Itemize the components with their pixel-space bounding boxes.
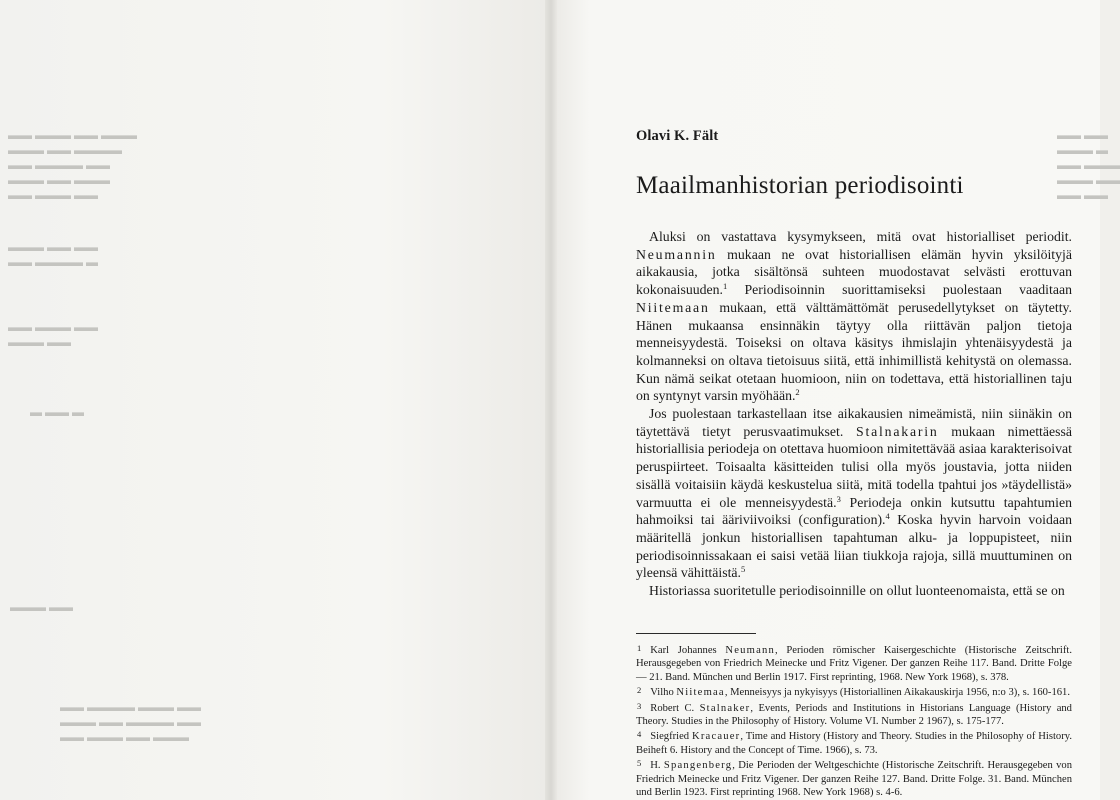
footnote-number: 5 — [637, 758, 642, 769]
spaced-name: Neumannin — [636, 246, 717, 262]
body-paragraph — [636, 405, 1072, 582]
text-run: , Menneisyys ja nykyisyys (Historiallinen Aikakauskirja 1956, n:o 3), s. 160-161. — [724, 687, 1070, 699]
spaced-name: Stalnaker — [699, 702, 751, 714]
body-paragraph — [636, 228, 1072, 405]
spaced-name: Kracauer — [691, 731, 741, 743]
show-through-block: ▬▬ ▬▬▬ ▬▬ ▬▬▬ ▬▬▬ ▬▬ ▬▬▬▬ ▬▬ ▬▬▬▬ ▬▬ ▬▬▬ ▬▬ ▬▬▬ ▬▬ ▬▬▬ ▬▬ — [8, 128, 137, 202]
text-run: Robert C. — [650, 702, 700, 714]
footnote — [636, 700, 1072, 729]
text-run: mukaan nimettäessä historiallisia periodeja on otettava huomioon nimitettävää asiaa karakterisoivat peruspiirteet. Toisaalta käsitteiden tulisi olla myös joustavia, jotta niiden sisällä voitaisiin käydä keskustelua siitä, mitä todella tpahtui jos »täydellistä» varmuutta ei ole menneisyydestä. — [636, 423, 1072, 510]
spaced-name: Niitemaa — [676, 687, 725, 699]
text-run: , Time and History (History and Theory. Studies in the Philosophy of History. Beiheft 6. History and the Concept of Time. 1966), s. 73. — [636, 731, 1072, 756]
footnote-reference: 5 — [740, 564, 746, 575]
article-author: Olavi K. Fält — [636, 128, 719, 144]
spaced-name: Stalnakarin — [855, 423, 939, 439]
footnote-reference: 3 — [836, 493, 841, 504]
book-gutter — [545, 0, 557, 800]
footnote-number: 1 — [637, 643, 642, 653]
text-run: H. — [650, 760, 664, 772]
text-run: Periodeja onkin kutsuttu tapahtumien hahmoiksi tai ääriviivoiksi (configuration). — [636, 494, 1072, 528]
footnote-number: 2 — [637, 685, 642, 696]
footnote-reference: 4 — [885, 511, 890, 522]
text-run: mukaan ne ovat historiallisen elämän hyvin yksilöityjä aikakausia, jotka sisältönsä suhteen muodostavat selvästi erottuvan kokonaisuuden. — [636, 246, 1072, 298]
text-run: , Die Perioden der Weltgeschichte (Historische Zeitschrift. Herausgegeben von Friedrich Meinecke und Fritz Vigener. Der ganzen Reihe 127. Band. Dritte Folge. 31. Band. München und Berlin 1923. First reprinting 1968. New York 1968) s. 4-6. — [636, 760, 1072, 799]
footnote-number: 3 — [637, 700, 642, 711]
show-through-block: ▬▬▬ ▬▬ ▬▬ ▬▬ ▬▬▬▬ ▬ — [8, 240, 98, 269]
footnote-rule — [636, 633, 756, 634]
body-paragraph — [636, 582, 1072, 600]
text-run: , Perioden römischer Kaisergeschichte (Historische Zeitschrift. Herausgegeben von Friedrich Meinecke und Fritz Vigener. Der ganzen Reihe 117. Band. Dritte Folge — 21. Band. München und Berlin 1917. First reprinting, 1968. New York 1968), s. 378. — [636, 645, 1072, 683]
text-run: Siegfried — [650, 731, 692, 743]
text-run: Historiassa suoritetulle periodisoinnille on ollut luonteenomaista, että se on — [649, 583, 1065, 599]
footnote-reference: 2 — [795, 387, 800, 398]
text-run: Vilho — [650, 687, 677, 699]
text-run: Periodisoinnin suorittamiseksi puolestaan vaaditaan — [727, 282, 1072, 298]
show-through-block: ▬▬ ▬▬▬ ▬▬ ▬▬▬ ▬▬ — [8, 320, 98, 349]
text-run: mukaan, että välttämättömät perusedellytykset on täytetty. Hänen mukaansa ensinnäkin täytyy olla riittävän paljon tietoja menneisyydestä. Toiseksi on oltava käsitys ihmislajin yhtenäisyydestä ja kolmanneksi on oltava tietoisuus siitä, että inhimillistä kehitystä on olemassa. Kun nämä seikat otetaan huomioon, niin on todettava, että historiallinen taju on syntynyt varsin myöhään. — [636, 299, 1072, 404]
show-through-block: ▬▬ ▬▬ ▬▬▬ ▬ ▬▬ ▬▬▬ ▬▬▬ ▬▬ ▬▬ ▬▬ — [1057, 128, 1120, 202]
spaced-name: Niitemaan — [636, 299, 710, 315]
show-through-block: ▬▬▬ ▬▬ — [10, 600, 73, 614]
article-title: Maailmanhistorian periodisointi — [636, 172, 964, 199]
footnote — [636, 728, 1072, 757]
text-run: , Events, Periods and Institutions in Historians Language (History and Theory. Studies in the Philosophy of History. Volume VI. Number 2 1967), s. 175-177. — [636, 702, 1072, 728]
text-run: Aluksi on vastattava kysymykseen, mitä ovat historialliset periodit. — [649, 229, 1072, 244]
text-run: Karl Johannes — [650, 645, 726, 656]
footnote-reference: 1 — [723, 281, 728, 292]
article-body — [636, 228, 1072, 600]
text-run: Jos puolestaan tarkastellaan itse aikakausien nimeämistä, niin siinäkin on täytettävä tietyt perusvaatimukset. — [636, 406, 1072, 439]
text-run: Koska hyvin harvoin voidaan määritellä jonkun historiallisen tapahtuman alku- ja loppupisteet, niin periodisoinnissakaan ei saisi vetää liian tiukkoja rajoja, sillä muuttuminen on yleensä vähittäistä. — [636, 512, 1072, 581]
left-page — [0, 0, 545, 800]
footnote — [636, 684, 1072, 699]
show-through-block: ▬ ▬▬ ▬ — [30, 405, 84, 419]
footnotes — [636, 642, 1072, 799]
spaced-name: Spangenberg — [663, 760, 733, 772]
spaced-name: Neumann — [725, 645, 775, 656]
footnote — [636, 757, 1072, 799]
footnote-number: 4 — [637, 729, 642, 740]
show-through-block: ▬▬ ▬▬▬▬ ▬▬▬ ▬▬ ▬▬▬ ▬▬ ▬▬▬▬ ▬▬ ▬▬ ▬▬▬ ▬▬ ▬▬▬ — [60, 700, 201, 744]
footnote — [636, 642, 1072, 684]
